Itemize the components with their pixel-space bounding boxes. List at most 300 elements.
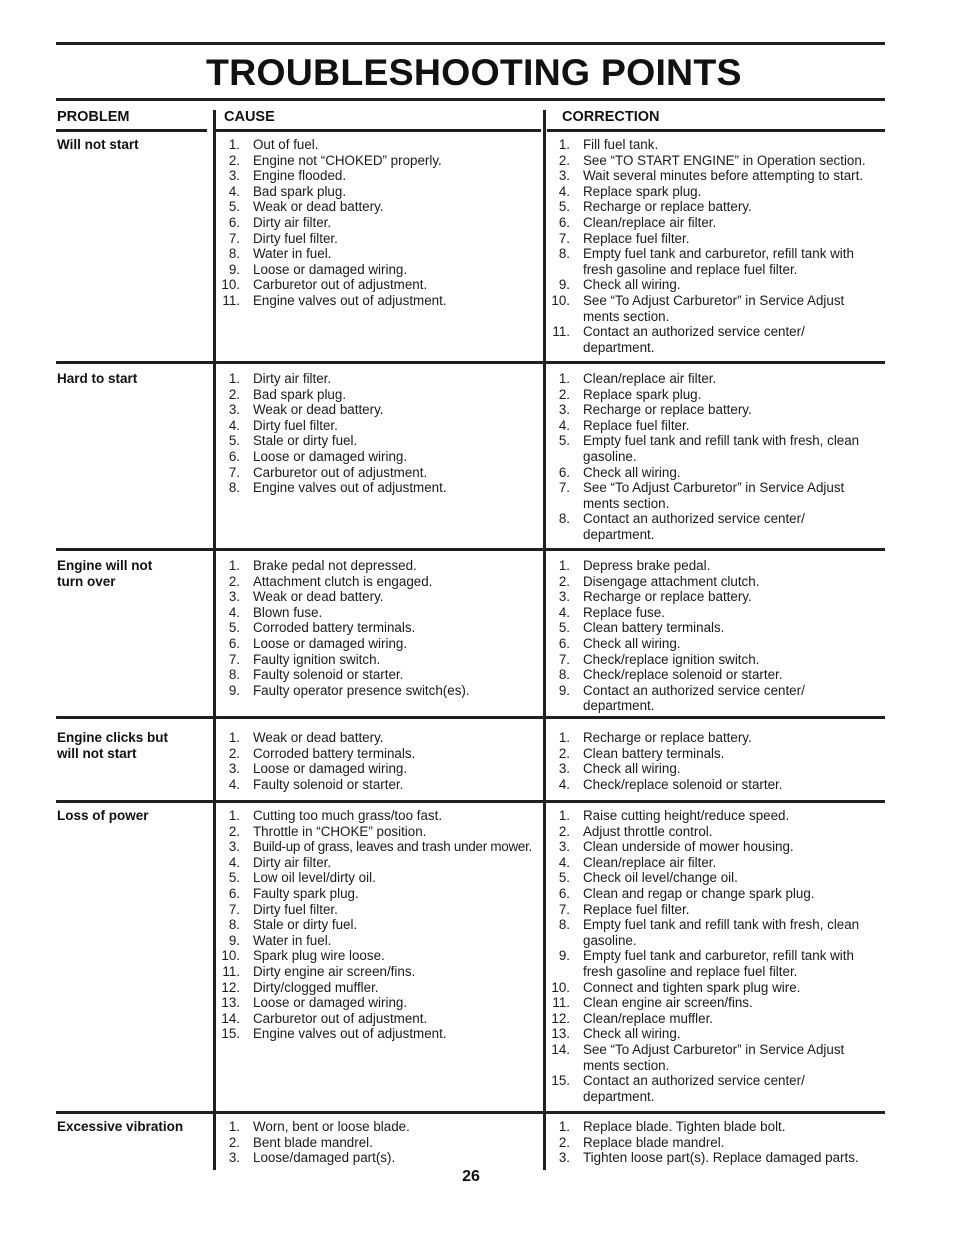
list-item <box>550 636 884 652</box>
item-number: 4. <box>558 776 570 792</box>
item-text: Recharge or replace battery. <box>583 730 752 745</box>
item-text: Depress brake pedal. <box>583 558 711 573</box>
item-text: Check all wiring. <box>583 464 681 480</box>
list-item <box>220 246 542 262</box>
item-number: 8. <box>228 667 240 683</box>
list-item <box>550 184 884 200</box>
item-number: 9. <box>558 277 570 293</box>
item-text: Loose or damaged wiring. <box>253 761 408 777</box>
list-item <box>550 886 884 902</box>
item-text: Replace spark plug. <box>583 183 702 199</box>
item-number: 11. <box>222 963 240 979</box>
item-number: 3. <box>228 761 240 777</box>
list-item <box>550 683 884 714</box>
item-number: 2. <box>228 1134 240 1150</box>
item-number: 7. <box>558 651 570 667</box>
header-cause: CAUSE <box>224 109 275 125</box>
item-text: Stale or dirty fuel. <box>253 917 358 933</box>
list-item <box>550 589 884 605</box>
item-text: Weak or dead battery. <box>253 730 384 745</box>
list-item <box>220 433 542 449</box>
item-number: 1. <box>558 137 570 152</box>
item-text: Replace blade mandrel. <box>583 1134 725 1150</box>
section-divider <box>56 361 885 364</box>
item-number: 3. <box>558 839 570 855</box>
item-text: Fill fuel tank. <box>583 137 659 152</box>
problem-label: Loss of power <box>57 808 149 823</box>
list-item <box>220 1150 542 1166</box>
item-text: Check/replace solenoid or starter. <box>583 667 783 683</box>
list-item <box>220 589 542 605</box>
list-item <box>220 761 542 777</box>
item-text: Attachment clutch is engaged. <box>253 573 433 589</box>
item-text: Clean battery terminals. <box>583 745 725 761</box>
item-number: 6. <box>558 214 570 230</box>
item-text: Faulty ignition switch. <box>253 651 381 667</box>
list-item <box>220 1119 542 1135</box>
item-number: 6. <box>558 635 570 651</box>
item-text: Tighten loose part(s). Replace damaged parts. <box>583 1150 859 1166</box>
item-text: Water in fuel. <box>253 246 332 262</box>
item-number: 8. <box>558 917 570 933</box>
item-number: 10. <box>551 979 570 995</box>
item-text: Loose or damaged wiring. <box>253 261 408 277</box>
list-item <box>220 855 542 871</box>
item-text: Check/replace ignition switch. <box>583 651 760 667</box>
list-item <box>550 652 884 668</box>
item-number: 4. <box>228 854 240 870</box>
item-number: 9. <box>558 682 570 698</box>
item-text: Throttle in “CHOKE” position. <box>253 823 427 839</box>
header-rule-problem <box>56 129 207 132</box>
item-number: 7. <box>228 651 240 667</box>
list-item <box>550 215 884 231</box>
list-item <box>220 558 542 574</box>
item-number: 7. <box>558 230 570 246</box>
item-text: Check all wiring. <box>583 635 681 651</box>
item-number: 8. <box>558 511 570 527</box>
correction-list <box>550 558 884 714</box>
list-item <box>550 574 884 590</box>
list-item <box>550 371 884 387</box>
item-text: See “To Adjust Carburetor” in Service Adjust ments section. <box>583 1041 845 1073</box>
list-item <box>220 667 542 683</box>
item-number: 8. <box>558 667 570 683</box>
item-text: Loose or damaged wiring. <box>253 448 408 464</box>
list-item <box>550 902 884 918</box>
item-number: 2. <box>228 573 240 589</box>
item-text: Corroded battery terminals. <box>253 620 416 636</box>
item-number: 2. <box>228 152 240 168</box>
item-number: 1. <box>228 558 240 573</box>
item-text: Carburetor out of adjustment. <box>253 277 428 293</box>
item-text: Out of fuel. <box>253 137 319 152</box>
list-item <box>220 1011 542 1027</box>
cause-list <box>220 137 542 309</box>
list-item <box>550 948 884 979</box>
list-item <box>220 215 542 231</box>
item-text: Replace fuel filter. <box>583 417 690 433</box>
item-text: Dirty air filter. <box>253 371 332 386</box>
list-item <box>550 324 884 355</box>
item-text: Carburetor out of adjustment. <box>253 464 428 480</box>
item-text: Clean/replace muffler. <box>583 1010 714 1026</box>
list-item <box>220 652 542 668</box>
item-text: Contact an authorized service center/ department. <box>583 324 805 355</box>
item-number: 3. <box>228 1150 240 1166</box>
list-item <box>220 418 542 434</box>
item-text: Brake pedal not depressed. <box>253 558 417 573</box>
item-number: 2. <box>228 386 240 402</box>
problem-label: Engine clicks but will not start <box>57 730 169 761</box>
list-item <box>220 293 542 309</box>
item-text: Check all wiring. <box>583 761 681 777</box>
list-item <box>220 995 542 1011</box>
item-number: 3. <box>228 589 240 605</box>
list-item <box>220 917 542 933</box>
item-number: 1. <box>558 808 570 823</box>
list-item <box>550 995 884 1011</box>
list-item <box>550 387 884 403</box>
list-item <box>550 480 884 511</box>
list-item <box>220 839 542 855</box>
item-text: Recharge or replace battery. <box>583 589 752 605</box>
item-number: 10. <box>221 277 240 293</box>
item-number: 3. <box>558 168 570 184</box>
list-item <box>550 761 884 777</box>
item-text: Contact an authorized service center/ department. <box>583 1073 805 1104</box>
item-number: 12. <box>551 1010 570 1026</box>
item-number: 8. <box>558 246 570 262</box>
item-text: Spark plug wire loose. <box>253 948 385 964</box>
item-text: Dirty/clogged muffler. <box>253 979 379 995</box>
item-text: See “To Adjust Carburetor” in Service Adjust ments section. <box>583 292 845 324</box>
list-item <box>550 153 884 169</box>
item-text: See “TO START ENGINE” in Operation section. <box>583 152 866 168</box>
item-text: Clean/replace air filter. <box>583 214 717 230</box>
list-item <box>220 683 542 699</box>
list-item <box>220 636 542 652</box>
list-item <box>550 980 884 996</box>
list-item <box>550 1135 884 1151</box>
list-item <box>550 231 884 247</box>
section-divider <box>56 548 885 551</box>
item-text: Check/replace solenoid or starter. <box>583 776 783 792</box>
item-number: 5. <box>228 199 240 215</box>
list-item <box>550 917 884 948</box>
item-text: Replace fuel filter. <box>583 901 690 917</box>
item-text: Loose or damaged wiring. <box>253 995 408 1011</box>
item-number: 10. <box>221 948 240 964</box>
list-item <box>550 1073 884 1104</box>
item-number: 6. <box>228 448 240 464</box>
item-text: Wait several minutes before attempting to start. <box>583 168 864 184</box>
item-text: Dirty fuel filter. <box>253 230 338 246</box>
item-number: 4. <box>228 776 240 792</box>
item-text: Clean and regap or change spark plug. <box>583 885 815 901</box>
list-item <box>550 808 884 824</box>
section-divider <box>56 800 885 803</box>
item-text: Check all wiring. <box>583 277 681 293</box>
item-text: Engine flooded. <box>253 168 347 184</box>
item-number: 2. <box>558 152 570 168</box>
correction-list <box>550 371 884 543</box>
list-item <box>550 137 884 153</box>
item-text: Bad spark plug. <box>253 183 347 199</box>
header-rule-cause <box>216 129 541 132</box>
list-item <box>220 933 542 949</box>
item-number: 4. <box>558 854 570 870</box>
item-text: Empty fuel tank and carburetor, refill tank with fresh gasoline and replace fuel filter. <box>583 948 854 979</box>
list-item <box>220 870 542 886</box>
item-text: Engine valves out of adjustment. <box>253 480 447 496</box>
list-item <box>220 168 542 184</box>
item-text: Bent blade mandrel. <box>253 1134 373 1150</box>
item-number: 6. <box>228 635 240 651</box>
list-item <box>220 574 542 590</box>
list-item <box>220 199 542 215</box>
item-number: 9. <box>228 682 240 698</box>
list-item <box>550 777 884 793</box>
item-number: 5. <box>558 433 570 449</box>
item-number: 2. <box>228 823 240 839</box>
item-text: Dirty air filter. <box>253 214 332 230</box>
item-number: 9. <box>228 932 240 948</box>
list-item <box>550 620 884 636</box>
item-text: Check all wiring. <box>583 1026 681 1042</box>
item-number: 14. <box>221 1010 240 1026</box>
list-item <box>550 168 884 184</box>
list-item <box>550 465 884 481</box>
item-number: 13. <box>221 995 240 1011</box>
item-text: Empty fuel tank and refill tank with fresh, clean gasoline. <box>583 433 860 464</box>
item-number: 1. <box>558 730 570 745</box>
header-problem: PROBLEM <box>57 109 130 125</box>
item-number: 9. <box>558 948 570 964</box>
item-text: Replace fuel filter. <box>583 230 690 246</box>
item-number: 14. <box>551 1041 570 1057</box>
item-number: 2. <box>558 745 570 761</box>
header-rule-correction <box>547 129 885 132</box>
item-text: Water in fuel. <box>253 932 332 948</box>
item-number: 2. <box>558 386 570 402</box>
problem-label: Will not start <box>57 137 139 152</box>
list-item <box>550 1042 884 1073</box>
list-item <box>550 1150 884 1166</box>
list-item <box>220 902 542 918</box>
list-item <box>220 371 542 387</box>
item-text: Dirty fuel filter. <box>253 901 338 917</box>
item-number: 1. <box>558 558 570 573</box>
list-item <box>220 746 542 762</box>
item-number: 3. <box>558 402 570 418</box>
section-divider <box>56 1111 885 1114</box>
item-number: 3. <box>228 168 240 184</box>
item-number: 3. <box>228 839 240 855</box>
item-number: 8. <box>228 917 240 933</box>
cause-list <box>220 371 542 496</box>
item-number: 1. <box>558 1119 570 1134</box>
item-number: 4. <box>228 183 240 199</box>
correction-list <box>550 1119 884 1166</box>
item-text: Engine valves out of adjustment. <box>253 292 447 308</box>
list-item <box>220 948 542 964</box>
list-item <box>220 137 542 153</box>
item-number: 7. <box>558 480 570 496</box>
list-item <box>220 480 542 496</box>
page-title: TROUBLESHOOTING POINTS <box>206 51 742 93</box>
item-text: Engine valves out of adjustment. <box>253 1026 447 1042</box>
item-number: 8. <box>228 246 240 262</box>
problem-label: Hard to start <box>57 371 138 386</box>
item-text: Clean/replace air filter. <box>583 854 717 870</box>
item-number: 6. <box>228 214 240 230</box>
list-item <box>220 1135 542 1151</box>
correction-list <box>550 137 884 355</box>
item-text: Cutting too much grass/too fast. <box>253 808 443 823</box>
item-text: Raise cutting height/reduce speed. <box>583 808 790 823</box>
item-text: Worn, bent or loose blade. <box>253 1119 410 1134</box>
cause-list <box>220 730 542 792</box>
item-text: Low oil level/dirty oil. <box>253 870 376 886</box>
item-number: 11. <box>552 995 570 1011</box>
item-number: 7. <box>228 464 240 480</box>
item-number: 12. <box>221 979 240 995</box>
item-number: 1. <box>228 730 240 745</box>
list-item <box>550 605 884 621</box>
item-number: 2. <box>558 1134 570 1150</box>
problem-label: Excessive vibration <box>57 1119 184 1134</box>
item-number: 5. <box>558 870 570 886</box>
list-item <box>550 199 884 215</box>
list-item <box>550 730 884 746</box>
item-text: Recharge or replace battery. <box>583 199 752 215</box>
item-text: Dirty fuel filter. <box>253 417 338 433</box>
list-item <box>220 824 542 840</box>
item-text: Loose or damaged wiring. <box>253 635 408 651</box>
item-text: Replace spark plug. <box>583 386 702 402</box>
item-number: 6. <box>558 885 570 901</box>
list-item <box>220 886 542 902</box>
item-text: Replace blade. Tighten blade bolt. <box>583 1119 786 1134</box>
item-text: See “To Adjust Carburetor” in Service Adjust ments section. <box>583 480 845 511</box>
list-item <box>220 184 542 200</box>
column-divider-cause <box>213 110 216 1170</box>
item-number: 1. <box>228 1119 240 1134</box>
item-number: 15. <box>221 1026 240 1042</box>
list-item <box>550 870 884 886</box>
item-number: 3. <box>558 1150 570 1166</box>
item-text: Disengage attachment clutch. <box>583 573 760 589</box>
page-number: 26 <box>462 1168 480 1185</box>
cause-list <box>220 808 542 1042</box>
item-number: 13. <box>551 1026 570 1042</box>
item-text: Clean engine air screen/fins. <box>583 995 753 1011</box>
list-item <box>220 605 542 621</box>
item-number: 4. <box>558 417 570 433</box>
item-text: Weak or dead battery. <box>253 589 384 605</box>
item-number: 9. <box>228 261 240 277</box>
item-number: 5. <box>228 433 240 449</box>
list-item <box>550 511 884 542</box>
item-number: 3. <box>558 589 570 605</box>
item-number: 6. <box>558 464 570 480</box>
item-number: 7. <box>228 230 240 246</box>
list-item <box>550 667 884 683</box>
list-item <box>220 277 542 293</box>
item-number: 5. <box>228 620 240 636</box>
list-item <box>220 980 542 996</box>
item-number: 1. <box>228 808 240 823</box>
item-text: Empty fuel tank and carburetor, refill tank with fresh gasoline and replace fuel filter. <box>583 246 854 277</box>
item-text: Weak or dead battery. <box>253 199 384 215</box>
item-text: Carburetor out of adjustment. <box>253 1010 428 1026</box>
item-number: 1. <box>558 371 570 386</box>
item-number: 8. <box>228 480 240 496</box>
list-item <box>550 558 884 574</box>
title-rule <box>56 98 885 101</box>
item-number: 3. <box>558 761 570 777</box>
item-text: Connect and tighten spark plug wire. <box>583 979 801 995</box>
item-number: 5. <box>558 199 570 215</box>
item-number: 2. <box>558 823 570 839</box>
item-text: Stale or dirty fuel. <box>253 433 358 449</box>
item-text: Faulty solenoid or starter. <box>253 667 404 683</box>
list-item <box>550 855 884 871</box>
list-item <box>220 465 542 481</box>
item-text: Engine not “CHOKED” properly. <box>253 152 442 168</box>
header-correction: CORRECTION <box>562 109 660 125</box>
item-text: Clean/replace air filter. <box>583 371 717 386</box>
item-text: Dirty air filter. <box>253 854 332 870</box>
list-item <box>220 387 542 403</box>
item-text: Replace fuse. <box>583 604 665 620</box>
item-number: 2. <box>228 745 240 761</box>
item-text: Recharge or replace battery. <box>583 402 752 418</box>
item-number: 3. <box>228 402 240 418</box>
item-text: Clean underside of mower housing. <box>583 839 794 855</box>
correction-list <box>550 808 884 1104</box>
item-number: 15. <box>551 1073 570 1089</box>
item-number: 1. <box>228 137 240 152</box>
list-item <box>220 1026 542 1042</box>
list-item <box>550 1119 884 1135</box>
item-text: Weak or dead battery. <box>253 402 384 418</box>
list-item <box>550 1026 884 1042</box>
item-number: 4. <box>228 604 240 620</box>
item-text: Clean battery terminals. <box>583 620 725 636</box>
problem-label: Engine will not turn over <box>57 558 153 589</box>
list-item <box>550 433 884 464</box>
item-text: Loose/damaged part(s). <box>253 1150 396 1166</box>
list-item <box>220 808 542 824</box>
cause-list <box>220 1119 542 1166</box>
list-item <box>550 246 884 277</box>
item-text: Corroded battery terminals. <box>253 745 416 761</box>
item-text: Contact an authorized service center/ department. <box>583 511 805 542</box>
item-text: Bad spark plug. <box>253 386 347 402</box>
list-item <box>220 730 542 746</box>
item-number: 1. <box>228 371 240 386</box>
correction-list <box>550 730 884 792</box>
item-text: Blown fuse. <box>253 604 323 620</box>
item-number: 11. <box>552 324 570 340</box>
list-item <box>550 418 884 434</box>
list-item <box>550 402 884 418</box>
item-number: 11. <box>222 292 240 308</box>
list-item <box>220 620 542 636</box>
list-item <box>550 1011 884 1027</box>
